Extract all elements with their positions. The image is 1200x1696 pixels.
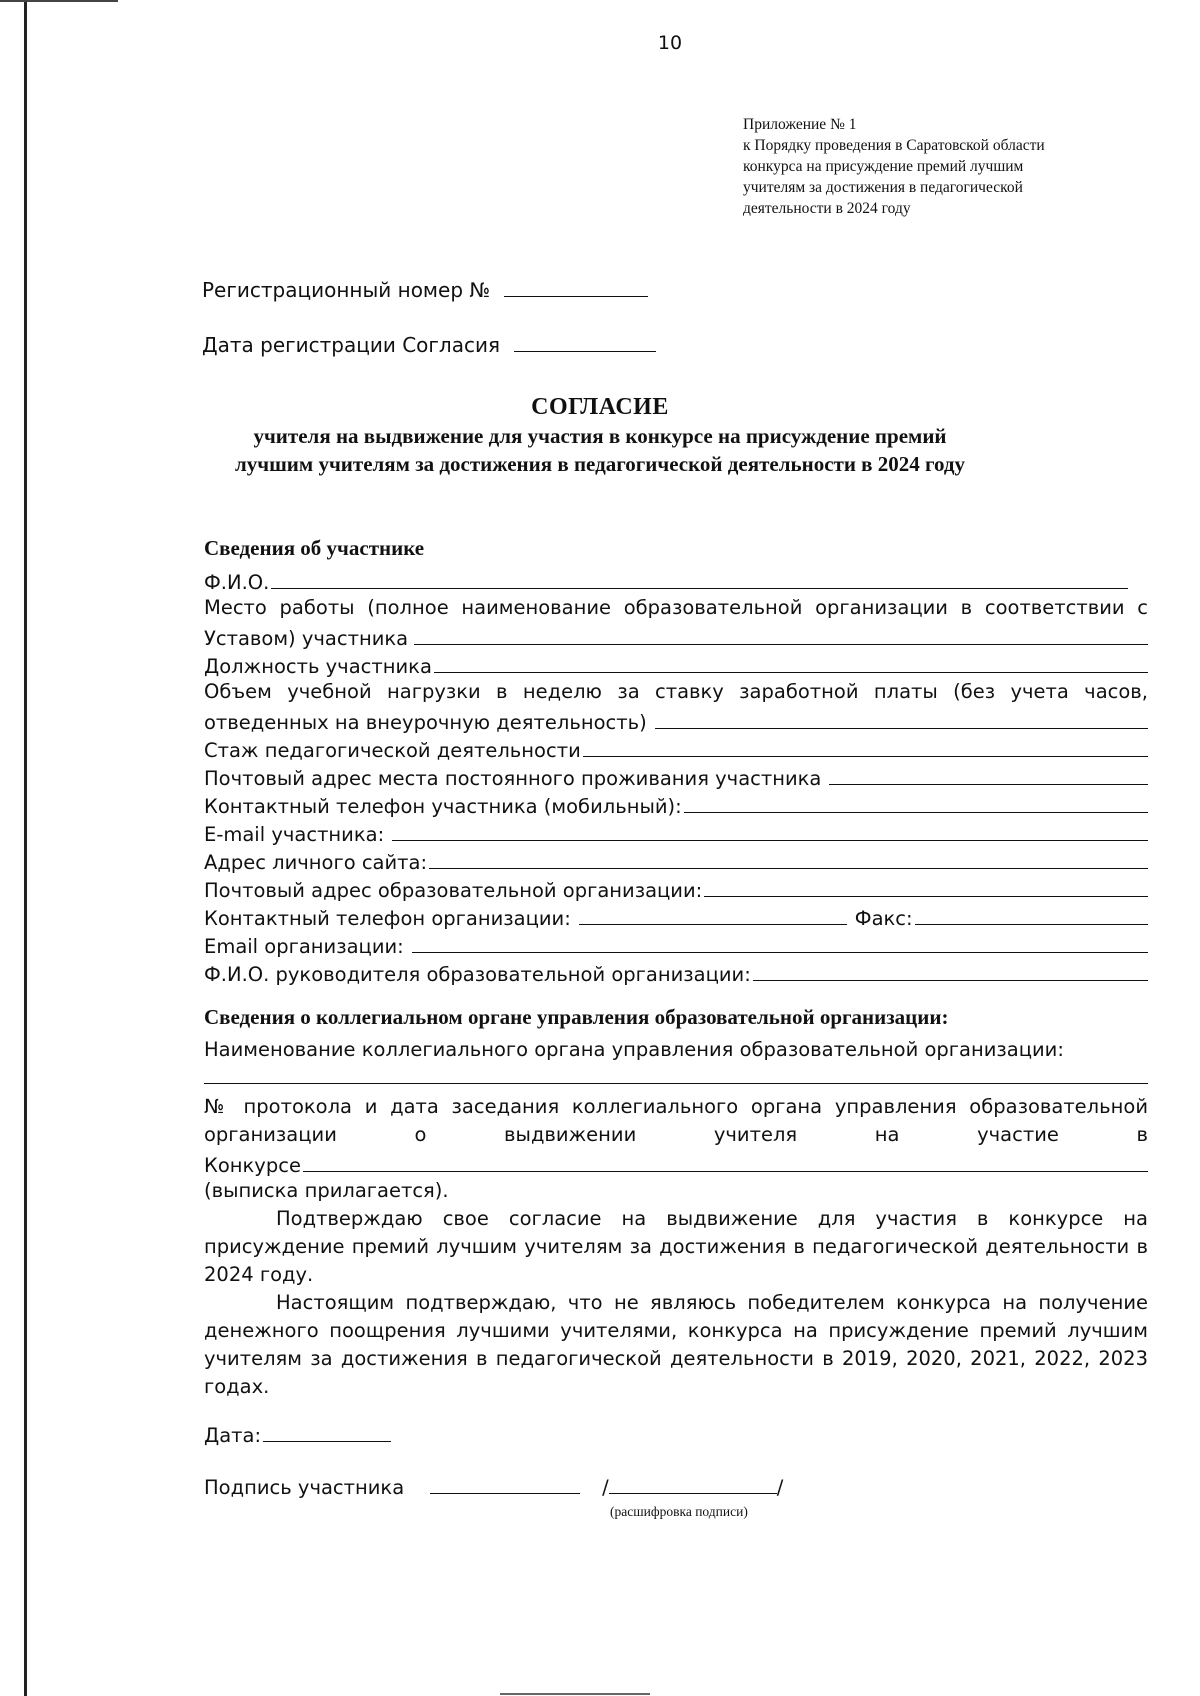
address-label: Почтовый адрес места постоянного проживания участника <box>204 767 822 790</box>
page-number: 10 <box>657 32 683 54</box>
phone-field[interactable] <box>684 812 1148 813</box>
org-email-label: Email организации: <box>204 935 404 958</box>
appendix-line: Приложение № 1 <box>743 116 857 133</box>
website-label: Адрес личного сайта: <box>204 851 428 874</box>
signature-label: Подпись участника <box>204 1476 405 1499</box>
registration-number-row <box>202 278 648 302</box>
appendix-line: к Порядку проведения в Саратовской области <box>743 137 1045 154</box>
org-phone-label: Контактный телефон организации: <box>204 907 571 930</box>
consent-paragraph: Подтверждаю свое согласие на выдвижение для участия в конкурсе на присуждение премий лучшим учителям за достижения в педагогической деятельности в 2024 году. <box>204 1207 1148 1286</box>
org-address-label: Почтовый адрес образовательной организации: <box>204 879 703 902</box>
council-section <box>204 1005 1148 1401</box>
experience-field[interactable] <box>583 756 1148 757</box>
fax-label: Факс: <box>854 907 913 930</box>
council-name-row <box>204 1061 1148 1089</box>
registration-date-row <box>202 333 656 357</box>
load-label: отведенных на внеурочную деятельность) <box>204 711 647 734</box>
head-fio-row <box>204 958 1148 986</box>
workplace-label-line: Место работы (полное наименование образовательной организации в соответствии с <box>204 596 1148 619</box>
registration-number-label: Регистрационный номер № <box>202 278 491 302</box>
registration-date-label: Дата регистрации Согласия <box>202 333 500 357</box>
load-row <box>204 706 1148 734</box>
protocol-label-line: организации о выдвижении учителя на участие в <box>204 1123 1148 1146</box>
org-email-row <box>204 930 1148 958</box>
date-field[interactable] <box>263 1440 391 1442</box>
address-field[interactable] <box>829 784 1148 785</box>
registration-number-field[interactable] <box>504 295 648 297</box>
document-title: СОГЛАСИЕ <box>531 394 669 420</box>
load-label-line: Объем учебной нагрузки в неделю за ставку заработной платы (без учета часов, <box>204 680 1148 703</box>
scan-left-edge <box>24 0 27 1696</box>
email-row <box>204 818 1148 846</box>
fio-row <box>204 566 1148 594</box>
council-name-field[interactable] <box>204 1083 1148 1084</box>
protocol-label-line: № протокола и дата заседания коллегиального органа управления образовательной <box>204 1095 1148 1118</box>
signature-decode-field[interactable] <box>609 1492 777 1494</box>
protocol-field[interactable] <box>303 1171 1148 1172</box>
workplace-field[interactable] <box>414 644 1148 645</box>
date-row <box>204 1424 391 1447</box>
experience-label: Стаж педагогической деятельности <box>204 739 581 762</box>
winner-statement-paragraph: Настоящим подтверждаю, что не являюсь победителем конкурса на получение денежного поощрения лучшими учителями, конкурса на присуждение премий лучшим учителям за достижения в педагогической деятельности в 2019, 2020, 2021, 2022, 2023 годах. <box>204 1291 1148 1398</box>
email-field[interactable] <box>392 840 1148 841</box>
org-address-row <box>204 874 1148 902</box>
signature-field[interactable] <box>430 1492 580 1494</box>
signature-slash: / <box>602 1476 609 1499</box>
signature-row <box>204 1476 783 1499</box>
position-field[interactable] <box>434 672 1148 673</box>
protocol-note: (выписка прилагается). <box>204 1179 449 1202</box>
date-label: Дата: <box>204 1424 262 1447</box>
appendix-line: учителям за достижения в педагогической <box>743 179 1023 196</box>
address-row <box>204 762 1148 790</box>
signature-slash: / <box>776 1476 784 1499</box>
fio-label: Ф.И.О. <box>204 571 270 594</box>
appendix-line: конкурса на присуждение премий лучшим <box>743 158 1024 175</box>
participant-heading: Сведения об участнике <box>204 536 425 560</box>
email-label: E-mail участника: <box>204 823 385 846</box>
workplace-label: Уставом) участника <box>204 627 409 650</box>
website-row <box>204 846 1148 874</box>
protocol-label: Конкурсе <box>204 1154 301 1177</box>
fax-field[interactable] <box>915 924 1148 925</box>
website-field[interactable] <box>429 868 1148 869</box>
signature-decode-note: (расшифровка подписи) <box>610 1504 748 1519</box>
experience-row <box>204 734 1148 762</box>
head-fio-label: Ф.И.О. руководителя образовательной организации: <box>204 963 751 986</box>
position-label: Должность участника <box>204 655 432 678</box>
head-fio-field[interactable] <box>753 980 1148 981</box>
phone-label: Контактный телефон участника (мобильный): <box>204 795 682 818</box>
org-email-field[interactable] <box>412 952 1148 953</box>
org-phone-row <box>204 902 1148 930</box>
council-name-label-row <box>204 1033 1148 1061</box>
org-phone-field[interactable] <box>579 924 847 925</box>
workplace-row <box>204 622 1148 650</box>
appendix-note <box>743 114 1045 219</box>
registration-date-field[interactable] <box>514 350 656 352</box>
scan-top-mark <box>0 0 118 2</box>
scan-bottom-mark <box>500 1693 650 1695</box>
position-row <box>204 650 1148 678</box>
document-subtitle-line: учителя на выдвижение для участия в конкурсе на присуждение премий <box>253 424 947 448</box>
participant-section <box>204 536 1148 986</box>
council-heading: Сведения о коллегиальном органе управления образовательной организации: <box>204 1005 949 1029</box>
appendix-line: деятельности в 2024 году <box>743 200 911 217</box>
document-subtitle-line: лучшим учителям за достижения в педагогической деятельности в 2024 году <box>234 452 966 476</box>
fio-field[interactable] <box>271 588 1128 589</box>
protocol-row <box>204 1149 1148 1177</box>
council-name-label: Наименование коллегиального органа управления образовательной организации: <box>204 1038 1064 1061</box>
load-field[interactable] <box>655 728 1148 729</box>
phone-row <box>204 790 1148 818</box>
org-address-field[interactable] <box>704 896 1148 897</box>
